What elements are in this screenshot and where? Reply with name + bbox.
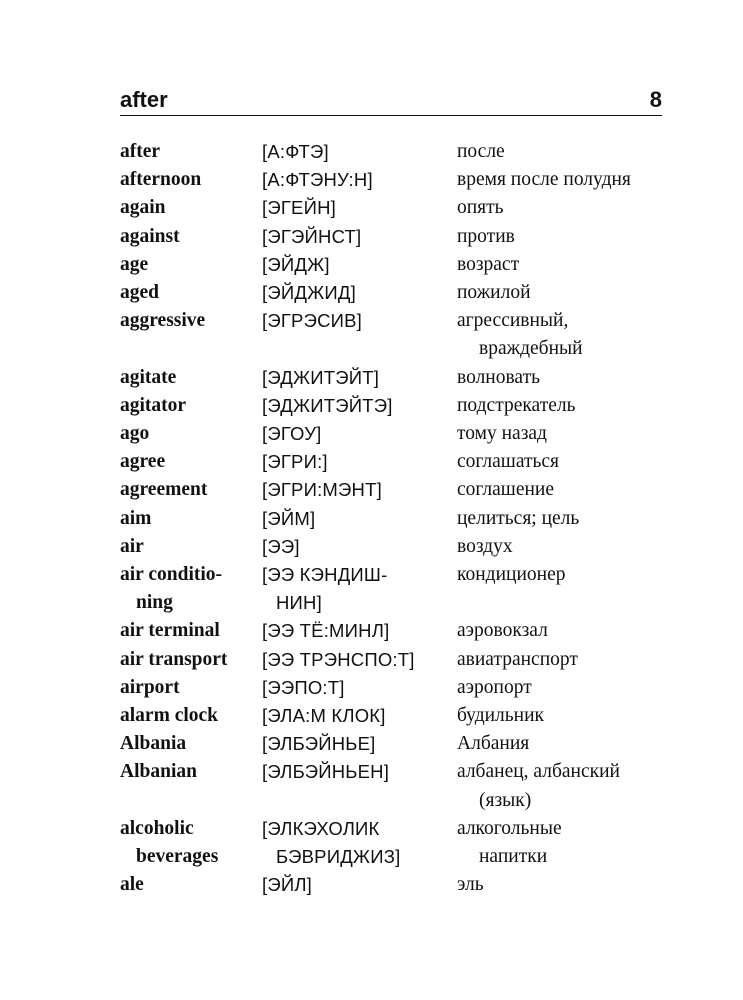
dictionary-entry bbox=[120, 251, 680, 279]
pronunciation bbox=[262, 758, 457, 786]
translation-line: время после полудня bbox=[457, 169, 631, 191]
headword-line: air terminal bbox=[120, 620, 220, 642]
pronunciation bbox=[262, 251, 457, 279]
headword bbox=[120, 561, 262, 617]
translation-line: против bbox=[457, 225, 515, 247]
headword bbox=[120, 730, 262, 758]
headword bbox=[120, 420, 262, 448]
headword bbox=[120, 674, 262, 702]
headword bbox=[120, 194, 262, 222]
pronunciation-line: [ЭЛБЭЙНЬЕН] bbox=[262, 761, 390, 783]
headword bbox=[120, 505, 262, 533]
pronunciation-line: [ЭЭПО:Т] bbox=[262, 676, 345, 698]
pronunciation-line: [ЭЙМ] bbox=[262, 507, 316, 529]
headword-line: after bbox=[120, 141, 161, 162]
translation-line: возраст bbox=[457, 253, 520, 275]
translation bbox=[457, 815, 680, 871]
pronunciation-line: [ЭГОУ] bbox=[262, 423, 322, 445]
pronunciation-line: [ЭГРИ:МЭНТ] bbox=[262, 479, 382, 501]
translation bbox=[457, 702, 680, 730]
translation bbox=[457, 674, 680, 702]
translation-line: албанец, албанский bbox=[457, 761, 620, 783]
pronunciation-line: [ЭДЖИТЭЙТ] bbox=[262, 366, 380, 388]
pronunciation-line: [ЭЛКЭХОЛИК bbox=[262, 817, 380, 839]
translation-line: соглашение bbox=[457, 479, 554, 501]
dictionary-entry bbox=[120, 646, 680, 674]
translation bbox=[457, 364, 680, 392]
header-word: after bbox=[120, 87, 168, 112]
translation bbox=[457, 617, 680, 645]
pronunciation bbox=[262, 646, 457, 674]
headword bbox=[120, 307, 262, 335]
headword-line: aged bbox=[120, 282, 159, 304]
headword-line: Albanian bbox=[120, 761, 197, 783]
headword-line: aggressive bbox=[120, 310, 206, 332]
headword-line: agitator bbox=[120, 394, 187, 416]
translation bbox=[457, 251, 680, 279]
pronunciation bbox=[262, 702, 457, 730]
translation-line: алкогольные bbox=[457, 817, 562, 839]
dictionary-entry bbox=[120, 871, 680, 899]
translation-line: целиться; цель bbox=[457, 507, 580, 529]
translation-line: эль bbox=[457, 874, 484, 896]
translation bbox=[457, 194, 680, 222]
dictionary-entry bbox=[120, 138, 680, 166]
dictionary-entry bbox=[120, 223, 680, 251]
pronunciation bbox=[262, 420, 457, 448]
headword bbox=[120, 448, 262, 476]
page-number: 8 bbox=[649, 87, 662, 112]
pronunciation bbox=[262, 561, 457, 617]
pronunciation-line: [ЭЛА:М КЛОК] bbox=[262, 705, 386, 727]
dictionary-entry bbox=[120, 758, 680, 814]
headword-line: air conditio- bbox=[120, 564, 223, 586]
translation bbox=[457, 476, 680, 504]
translation-line: пожилой bbox=[457, 282, 531, 304]
dictionary-entry bbox=[120, 279, 680, 307]
headword bbox=[120, 871, 262, 899]
translation bbox=[457, 392, 680, 420]
pronunciation bbox=[262, 871, 457, 899]
pronunciation bbox=[262, 223, 457, 251]
translation bbox=[457, 420, 680, 448]
pronunciation-line: [ЭЭ ТЁ:МИНЛ] bbox=[262, 620, 390, 642]
pronunciation bbox=[262, 194, 457, 222]
translation-line: (язык) bbox=[479, 789, 532, 811]
headword-line: agreement bbox=[120, 479, 208, 501]
dictionary-entry bbox=[120, 505, 680, 533]
headword bbox=[120, 392, 262, 420]
pronunciation-line: [ЭЛБЭЙНЬЕ] bbox=[262, 733, 376, 755]
pronunciation-line: [ЭГЭЙНСТ] bbox=[262, 225, 362, 247]
translation-line: подстрекатель bbox=[457, 394, 576, 416]
headword-line: alcoholic bbox=[120, 817, 194, 839]
translation-line: волновать bbox=[457, 366, 540, 388]
translation bbox=[457, 307, 680, 363]
headword bbox=[120, 815, 262, 871]
translation-line: аэровокзал bbox=[457, 620, 548, 642]
translation bbox=[457, 279, 680, 307]
translation-line: будильник bbox=[457, 705, 545, 727]
translation bbox=[457, 505, 680, 533]
headword-line: beverages bbox=[136, 846, 219, 868]
pronunciation-line: НИН] bbox=[276, 592, 322, 614]
dictionary-entry bbox=[120, 702, 680, 730]
dictionary-entry bbox=[120, 448, 680, 476]
pronunciation bbox=[262, 533, 457, 561]
pronunciation bbox=[262, 815, 457, 871]
headword bbox=[120, 138, 262, 166]
headword-line: alarm clock bbox=[120, 705, 219, 727]
dictionary-entry bbox=[120, 194, 680, 222]
pronunciation bbox=[262, 730, 457, 758]
translation-line: авиатранспорт bbox=[457, 648, 578, 670]
headword-line: agree bbox=[120, 451, 166, 473]
dictionary-entry bbox=[120, 533, 680, 561]
dictionary-entry bbox=[120, 420, 680, 448]
translation bbox=[457, 533, 680, 561]
headword-line: against bbox=[120, 225, 180, 247]
headword-line: ale bbox=[120, 874, 144, 896]
running-header bbox=[120, 88, 662, 116]
headword bbox=[120, 364, 262, 392]
pronunciation-line: [ЭЙДЖИД] bbox=[262, 282, 356, 304]
headword-line: ning bbox=[136, 592, 173, 614]
pronunciation-line: [ЭЭ] bbox=[262, 535, 300, 557]
translation bbox=[457, 871, 680, 899]
pronunciation-line: [ЭЙДЖ] bbox=[262, 253, 330, 275]
headword-line: Albania bbox=[120, 733, 187, 755]
translation-line: тому назад bbox=[457, 423, 547, 445]
pronunciation bbox=[262, 617, 457, 645]
dictionary-entry bbox=[120, 307, 680, 363]
headword bbox=[120, 702, 262, 730]
headword-line: age bbox=[120, 253, 149, 275]
pronunciation-line: [ЭЙЛ] bbox=[262, 874, 313, 896]
headword bbox=[120, 476, 262, 504]
translation bbox=[457, 166, 680, 194]
headword bbox=[120, 617, 262, 645]
pronunciation-line: [ЭЭ ТРЭНСПО:Т] bbox=[262, 648, 415, 670]
headword-line: air transport bbox=[120, 648, 228, 670]
pronunciation-line: БЭВРИДЖИЗ] bbox=[276, 846, 401, 868]
translation-line: напитки bbox=[479, 846, 548, 868]
dictionary-entries bbox=[120, 138, 680, 899]
pronunciation bbox=[262, 476, 457, 504]
pronunciation bbox=[262, 392, 457, 420]
pronunciation bbox=[262, 364, 457, 392]
translation bbox=[457, 138, 680, 166]
headword-line: air bbox=[120, 535, 144, 557]
translation bbox=[457, 730, 680, 758]
headword bbox=[120, 223, 262, 251]
headword bbox=[120, 758, 262, 786]
dictionary-entry bbox=[120, 561, 680, 617]
dictionary-entry bbox=[120, 364, 680, 392]
headword-line: again bbox=[120, 197, 166, 219]
pronunciation bbox=[262, 448, 457, 476]
translation-line: соглашаться bbox=[457, 451, 560, 473]
translation-line: враждебный bbox=[479, 338, 583, 360]
pronunciation-line: [ЭДЖИТЭЙТЭ] bbox=[262, 394, 393, 416]
headword bbox=[120, 279, 262, 307]
translation-line: кондиционер bbox=[457, 564, 566, 586]
pronunciation bbox=[262, 138, 457, 166]
headword-line: airport bbox=[120, 676, 180, 698]
translation bbox=[457, 448, 680, 476]
translation-line: опять bbox=[457, 197, 504, 219]
pronunciation-line: [ЭЭ КЭНДИШ- bbox=[262, 564, 388, 586]
translation-line: агрессивный, bbox=[457, 310, 569, 332]
pronunciation bbox=[262, 505, 457, 533]
dictionary-entry bbox=[120, 674, 680, 702]
dictionary-entry bbox=[120, 392, 680, 420]
headword bbox=[120, 251, 262, 279]
pronunciation-line: [ЭГРИ:] bbox=[262, 451, 328, 473]
pronunciation-line: [А:ФТЭНУ:Н] bbox=[262, 169, 373, 191]
translation bbox=[457, 561, 680, 589]
dictionary-entry bbox=[120, 815, 680, 871]
headword-line: aim bbox=[120, 507, 152, 529]
headword-line: agitate bbox=[120, 366, 177, 388]
pronunciation bbox=[262, 674, 457, 702]
dictionary-entry bbox=[120, 166, 680, 194]
pronunciation bbox=[262, 279, 457, 307]
translation bbox=[457, 223, 680, 251]
headword-line: ago bbox=[120, 423, 150, 445]
pronunciation-line: [А:ФТЭ] bbox=[262, 141, 329, 162]
dictionary-entry bbox=[120, 730, 680, 758]
pronunciation-line: [ЭГРЭСИВ] bbox=[262, 310, 363, 332]
headword-line: afternoon bbox=[120, 169, 202, 191]
headword bbox=[120, 166, 262, 194]
pronunciation bbox=[262, 166, 457, 194]
headword bbox=[120, 646, 262, 674]
headword bbox=[120, 533, 262, 561]
translation-line: аэропорт bbox=[457, 676, 532, 698]
translation bbox=[457, 646, 680, 674]
translation-line: после bbox=[457, 141, 505, 162]
pronunciation bbox=[262, 307, 457, 335]
pronunciation-line: [ЭГЕЙН] bbox=[262, 197, 336, 219]
translation bbox=[457, 758, 680, 814]
dictionary-entry bbox=[120, 476, 680, 504]
dictionary-entry bbox=[120, 617, 680, 645]
translation-line: Албания bbox=[457, 733, 530, 755]
translation-line: воздух bbox=[457, 535, 513, 557]
